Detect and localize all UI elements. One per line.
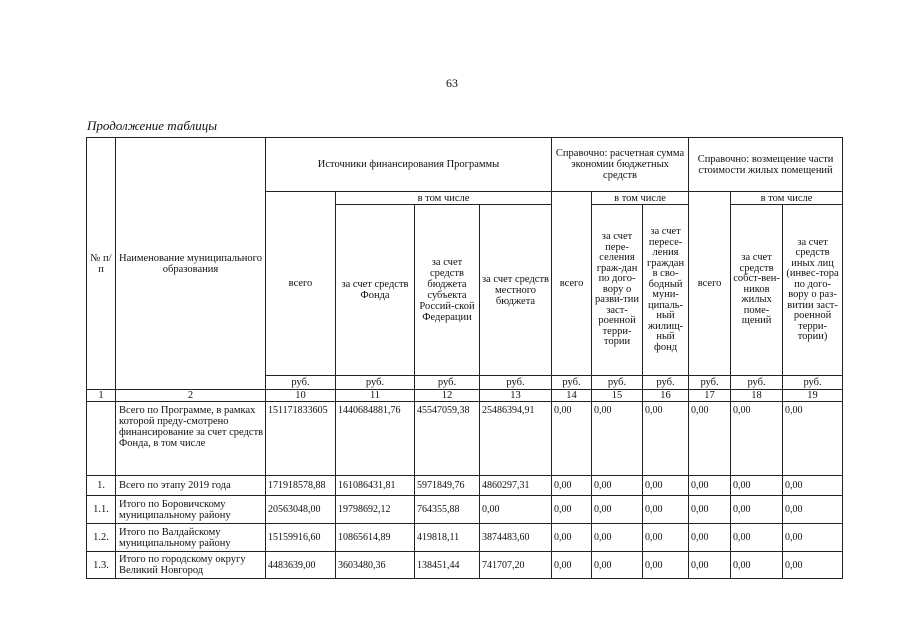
unit-cell: руб. (552, 376, 592, 390)
value-cell: 5971849,76 (415, 476, 480, 496)
header-resettle-contract: за счет пере-селения граж-дан по дого-вору о разви-тии заст-роенной терри-тории (592, 205, 643, 376)
value-cell: 0,00 (592, 552, 643, 579)
value-cell: 0,00 (643, 524, 689, 552)
row-name: Итого по Валдайскому муниципальному району (116, 524, 266, 552)
value-cell: 0,00 (592, 496, 643, 524)
column-index: 14 (552, 390, 592, 402)
unit-cell: руб. (592, 376, 643, 390)
value-cell: 15159916,60 (266, 524, 336, 552)
value-cell: 161086431,81 (336, 476, 415, 496)
unit-cell: руб. (731, 376, 783, 390)
table-caption: Продолжение таблицы (87, 118, 218, 133)
table-row (87, 552, 843, 579)
table-row (87, 524, 843, 552)
header-economy: Справочно: расчетная сумма экономии бюджетных средств (552, 138, 689, 192)
header-incl-economy: в том числе (592, 192, 689, 205)
value-cell: 0,00 (731, 552, 783, 579)
header-total-economy: всего (552, 192, 592, 376)
column-index: 13 (480, 390, 552, 402)
row-num: 1.2. (87, 524, 116, 552)
value-cell: 4483639,00 (266, 552, 336, 579)
financing-table (86, 137, 843, 579)
column-index: 19 (783, 390, 843, 402)
header-investors: за счет средств иных лиц (инвес-тора по дого-вору о раз-витии заст-роенной терри-тории) (783, 205, 843, 376)
column-index: 12 (415, 390, 480, 402)
value-cell: 1440684881,76 (336, 402, 415, 476)
row-num: 1. (87, 476, 116, 496)
value-cell: 0,00 (643, 496, 689, 524)
value-cell: 45547059,38 (415, 402, 480, 476)
value-cell: 171918578,88 (266, 476, 336, 496)
value-cell: 20563048,00 (266, 496, 336, 524)
value-cell: 0,00 (783, 476, 843, 496)
header-num: № п/п (87, 138, 116, 390)
row-name: Итого по Боровичскому муниципальному району (116, 496, 266, 524)
unit-cell: руб. (415, 376, 480, 390)
value-cell: 741707,20 (480, 552, 552, 579)
row-name: Всего по этапу 2019 года (116, 476, 266, 496)
value-cell: 0,00 (731, 476, 783, 496)
value-cell: 0,00 (643, 552, 689, 579)
unit-cell: руб. (480, 376, 552, 390)
value-cell: 0,00 (689, 476, 731, 496)
column-index-row (87, 390, 843, 402)
value-cell: 3603480,36 (336, 552, 415, 579)
value-cell: 3874483,60 (480, 524, 552, 552)
page-number: 63 (446, 76, 458, 90)
header-total-sources: всего (266, 192, 336, 376)
value-cell: 0,00 (731, 524, 783, 552)
value-cell: 0,00 (731, 402, 783, 476)
row-name: Всего по Программе, в рамках которой преду-смотрено финансирование за счет средств Фонда, в том числе (116, 402, 266, 476)
value-cell: 0,00 (592, 524, 643, 552)
value-cell: 0,00 (689, 524, 731, 552)
header-sources: Источники финансирования Программы (266, 138, 552, 192)
table-row (87, 476, 843, 496)
column-index: 16 (643, 390, 689, 402)
row-num (87, 402, 116, 476)
value-cell: 138451,44 (415, 552, 480, 579)
value-cell: 0,00 (731, 496, 783, 524)
value-cell: 0,00 (552, 524, 592, 552)
table-row (87, 402, 843, 476)
value-cell: 419818,11 (415, 524, 480, 552)
value-cell: 0,00 (643, 476, 689, 496)
header-owners: за счет средств собст-вен-ников жилых поме-щений (731, 205, 783, 376)
unit-cell: руб. (643, 376, 689, 390)
value-cell: 0,00 (592, 476, 643, 496)
value-cell: 0,00 (689, 402, 731, 476)
header-incl-compensation: в том числе (731, 192, 843, 205)
unit-cell: руб. (336, 376, 415, 390)
value-cell: 0,00 (552, 552, 592, 579)
header-fund: за счет средств Фонда (336, 205, 415, 376)
value-cell: 0,00 (552, 476, 592, 496)
header-incl-sources: в том числе (336, 192, 552, 205)
value-cell: 0,00 (480, 496, 552, 524)
value-cell: 151171833605 (266, 402, 336, 476)
column-index: 1 (87, 390, 116, 402)
value-cell: 0,00 (783, 552, 843, 579)
unit-cell: руб. (266, 376, 336, 390)
column-index: 2 (116, 390, 266, 402)
row-name: Итого по городскому округу Великий Новгород (116, 552, 266, 579)
header-subject-budget: за счет средств бюджета субъекта Россий-ской Федерации (415, 205, 480, 376)
unit-cell: руб. (783, 376, 843, 390)
value-cell: 764355,88 (415, 496, 480, 524)
header-resettle-free: за счет пересе-ления граждан в сво-бодный муни-ципаль-ный жилищ-ный фонд (643, 205, 689, 376)
header-name: Наименование муниципального образования (116, 138, 266, 390)
value-cell: 19798692,12 (336, 496, 415, 524)
header-compensation: Справочно: возмещение части стоимости жилых помещений (689, 138, 843, 192)
column-index: 10 (266, 390, 336, 402)
value-cell: 0,00 (783, 402, 843, 476)
column-index: 18 (731, 390, 783, 402)
value-cell: 0,00 (689, 552, 731, 579)
value-cell: 25486394,91 (480, 402, 552, 476)
value-cell: 0,00 (643, 402, 689, 476)
value-cell: 0,00 (592, 402, 643, 476)
header-local-budget: за счет средств местного бюджета (480, 205, 552, 376)
value-cell: 10865614,89 (336, 524, 415, 552)
unit-cell: руб. (689, 376, 731, 390)
value-cell: 0,00 (783, 496, 843, 524)
value-cell: 0,00 (689, 496, 731, 524)
row-num: 1.3. (87, 552, 116, 579)
value-cell: 4860297,31 (480, 476, 552, 496)
row-num: 1.1. (87, 496, 116, 524)
column-index: 17 (689, 390, 731, 402)
column-index: 15 (592, 390, 643, 402)
table-row (87, 496, 843, 524)
value-cell: 0,00 (552, 402, 592, 476)
column-index: 11 (336, 390, 415, 402)
value-cell: 0,00 (552, 496, 592, 524)
value-cell: 0,00 (783, 524, 843, 552)
header-total-compensation: всего (689, 192, 731, 376)
